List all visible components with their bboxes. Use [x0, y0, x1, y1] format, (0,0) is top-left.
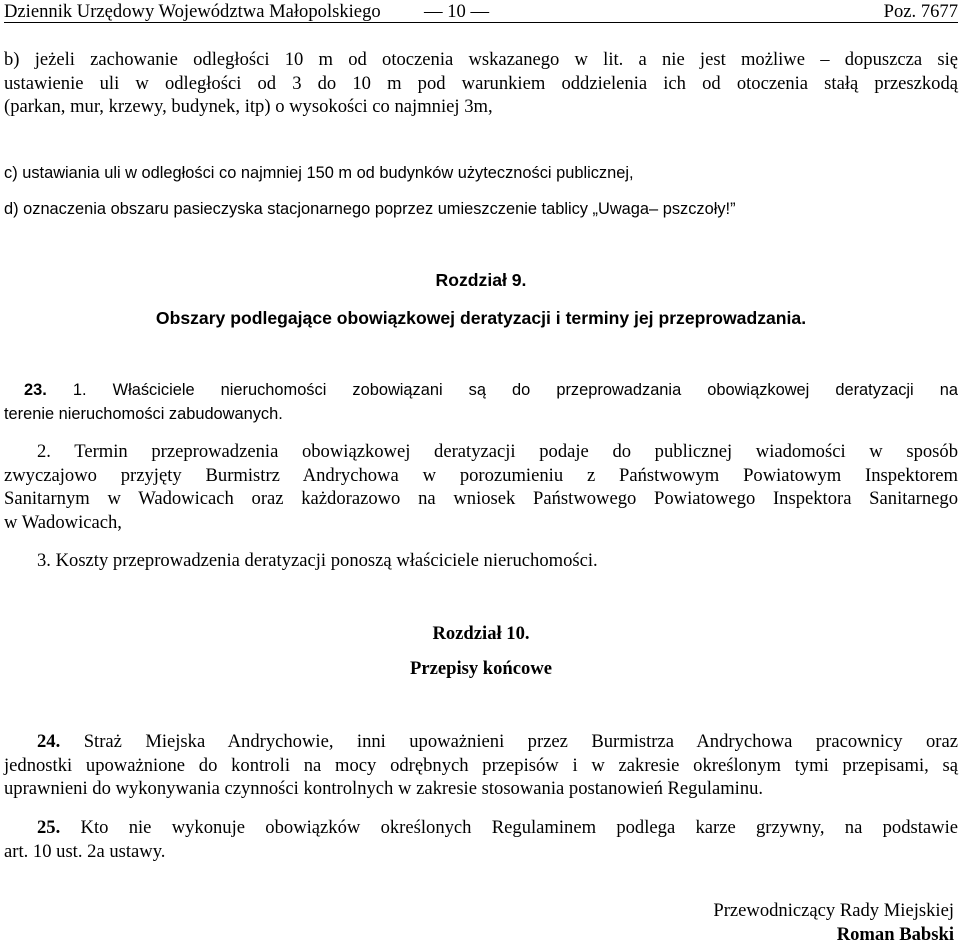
- section-number: 1.: [72, 381, 87, 399]
- item-b: [4, 48, 958, 119]
- item-b-line: (parkan, mur, krzewy, budynek, itp) o wysokości co najmniej 3m,: [4, 96, 493, 117]
- page-header: [4, 0, 958, 23]
- paragraph-number: 25.: [37, 817, 61, 838]
- section-number: 2.: [37, 441, 51, 462]
- paragraph-text: 3. Koszty przeprowadzenia deratyzacji ponoszą właściciele nieruchomości.: [37, 550, 598, 571]
- paragraph-text: Termin przeprowadzenia obowiązkowej deratyzacji podaje do publicznej wiadomości w sposób: [74, 441, 959, 462]
- paragraph-number: 24.: [37, 731, 61, 752]
- signature-role: Przewodniczący Rady Miejskiej: [713, 900, 954, 921]
- signature-name: Roman Babski: [836, 924, 954, 945]
- paragraph-number: 23.: [24, 381, 47, 399]
- chapter-10-title: Rozdział 10.: [432, 623, 530, 644]
- chapter-9-subtitle: Obszary podlegające obowiązkowej deratyzacji i terminy jej przeprowadzania.: [155, 308, 807, 328]
- page-number: — 10 —: [424, 1, 490, 22]
- paragraph-23-section-1: [4, 378, 958, 426]
- position-number: Poz. 7677: [883, 1, 958, 22]
- paragraph-text: w Wadowicach,: [4, 511, 122, 533]
- paragraph-text: Właściciele nieruchomości zobowiązani są do przeprowadzania obowiązkowej deratyzacji na: [112, 381, 959, 399]
- chapter-10-subtitle: Przepisy końcowe: [409, 658, 552, 679]
- paragraph-text: Sanitarnym w Wadowicach oraz każdorazowo na wniosek Państwowego Powiatowego Inspektora Sanitarnego: [4, 488, 958, 509]
- paragraph-text: Straż Miejska Andrychowie, inni upoważnieni przez Burmistrza Andrychowa pracownicy oraz: [83, 731, 958, 752]
- paragraph-text: terenie nieruchomości zabudowanych.: [4, 405, 283, 423]
- item-b-line: ustawienie uli w odległości od 3 do 10 m pod warunkiem oddzielenia ich od otoczenia stałą przeszkodą: [4, 72, 958, 94]
- item-d: d) oznaczenia obszaru pasieczyska stacjonarnego poprzez umieszczenie tablicy „Uwaga– pszczoły!”: [4, 200, 736, 218]
- paragraph-text: Kto nie wykonuje obowiązków określonych Regulaminem podlega karze grzywny, na podstawie: [80, 817, 958, 838]
- paragraph-24: [4, 730, 958, 801]
- paragraph-25: [4, 816, 958, 863]
- journal-title: Dziennik Urzędowy Województwa Małopolskiego: [4, 1, 381, 22]
- paragraph-text: art. 10 ust. 2a ustawy.: [4, 840, 166, 862]
- item-c: c) ustawiania uli w odległości co najmniej 150 m od budynków użyteczności publicznej,: [4, 164, 634, 182]
- paragraph-text: zwyczajowo przyjęty Burmistrz Andrychowa w porozumieniu z Państwowym Powiatowym Inspektorem: [4, 464, 958, 486]
- paragraph-23-section-3: [4, 549, 958, 573]
- paragraph-text: jednostki upoważnione do kontroli na mocy odrębnych przepisów i w zakresie określonym tymi przepisami, są: [4, 754, 958, 776]
- paragraph-text: uprawnieni do wykonywania czynności kontrolnych w zakresie stosowania postanowień Regulaminu.: [4, 778, 764, 799]
- paragraph-23-section-2: [4, 440, 958, 534]
- item-b-line: b) jeżeli zachowanie odległości 10 m od otoczenia wskazanego w lit. a nie jest możliwe – dopuszcza się: [4, 49, 958, 70]
- chapter-9-title: Rozdział 9.: [435, 270, 527, 290]
